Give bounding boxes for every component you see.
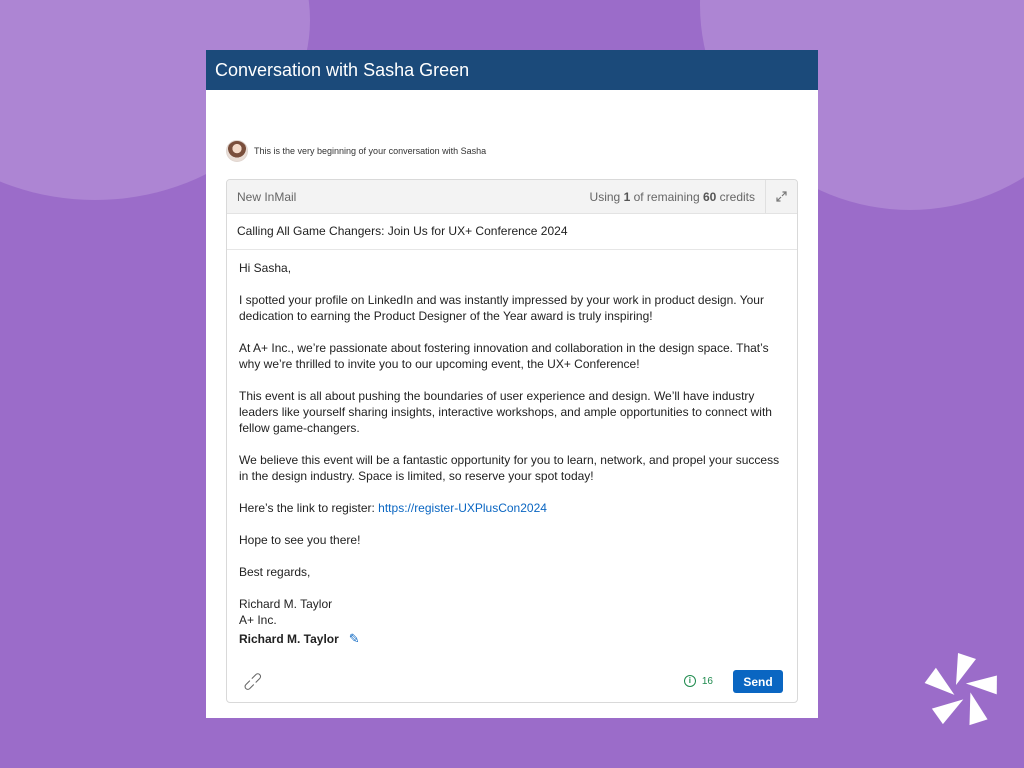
closing: Best regards, <box>239 565 311 579</box>
paperclip-icon[interactable]: ⊂⊃ <box>238 666 267 695</box>
paragraph-1: I spotted your profile on LinkedIn and was instantly impressed by your work in product design. Your dedication to earning the Product Designer of the Year award is truly inspiring! <box>239 293 764 323</box>
signature-row <box>239 631 785 647</box>
credits-info: Using 1 of remaining 60 credits <box>589 189 755 204</box>
send-button[interactable]: Send <box>733 670 783 693</box>
message-body[interactable] <box>227 250 797 647</box>
sign-name: Richard M. Taylor <box>239 597 333 611</box>
paragraph-5: Hope to see you there! <box>239 533 361 547</box>
credits-remaining: 60 <box>702 189 717 204</box>
sign-company: A+ Inc. <box>239 613 277 627</box>
info-icon: i <box>684 675 696 687</box>
pencil-icon[interactable]: ✎ <box>348 631 360 646</box>
character-count: i 16 <box>684 675 713 687</box>
conversation-title: Conversation with Sasha Green <box>206 50 818 90</box>
composer-title: New InMail <box>237 189 297 204</box>
greeting: Hi Sasha, <box>239 261 292 275</box>
paragraph-2: At A+ Inc., we’re passionate about fostering innovation and collaboration in the design space. That’s why we’re thrilled to invite you to our upcoming event, the UX+ Conference! <box>239 341 769 371</box>
brand-logo <box>922 651 1002 731</box>
paragraph-3: This event is all about pushing the boundaries of user experience and design. We’ll have industry leaders like yourself sharing insights, interactive workshops, and ample opportunities to connect with fellow game-changers. <box>239 389 772 435</box>
credits-used: 1 <box>623 189 631 204</box>
expand-icon <box>776 191 787 202</box>
signature: Richard M. Taylor <box>239 632 339 646</box>
conversation-panel <box>206 50 818 718</box>
register-line: Here’s the link to register: https://register-UXPlusCon2024 <box>239 501 547 515</box>
composer-footer <box>227 660 797 702</box>
expand-button[interactable] <box>765 180 797 213</box>
message-composer <box>226 179 798 703</box>
subject-field[interactable]: Calling All Game Changers: Join Us for UX+ Conference 2024 <box>227 214 797 250</box>
intro-text: This is the very beginning of your conversation with Sasha <box>254 146 487 156</box>
avatar <box>226 140 248 162</box>
composer-header <box>227 180 797 214</box>
conversation-intro <box>226 140 486 162</box>
register-link[interactable]: https://register-UXPlusCon2024 <box>378 501 547 515</box>
paragraph-4: We believe this event will be a fantastic opportunity for you to learn, network, and propel your success in the design industry. Space is limited, so reserve your spot today! <box>239 453 780 483</box>
